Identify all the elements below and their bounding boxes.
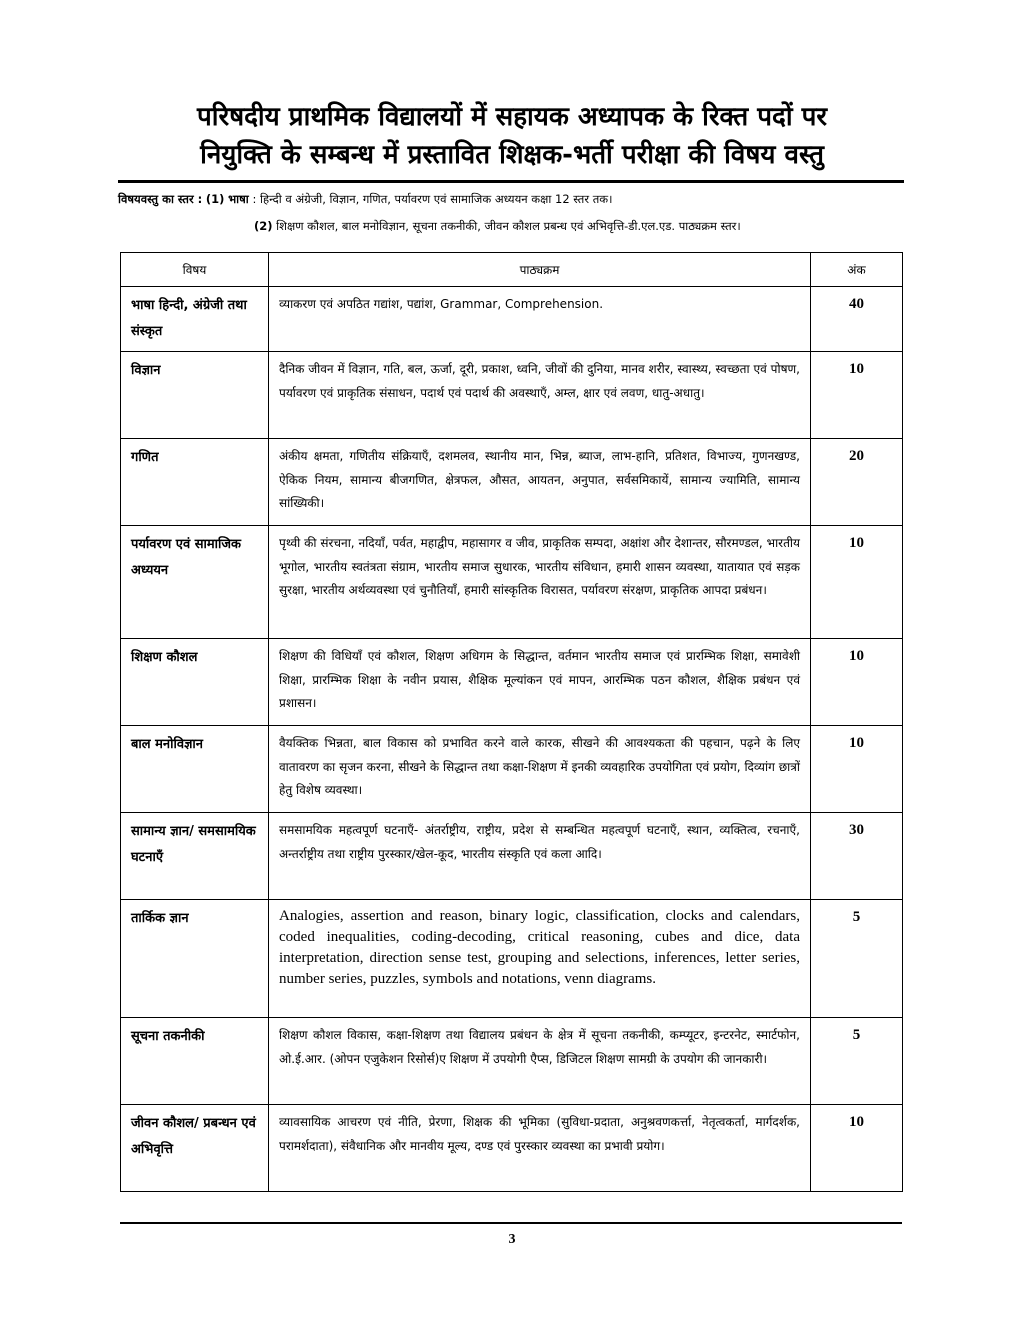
table-row: [121, 1105, 903, 1192]
syllabus-cell: अंकीय क्षमता, गणितीय संक्रियाएँ, दशमलव, स्थानीय मान, भिन्न, ब्याज, लाभ-हानि, प्रतिशत, विभाज्य, गुणनखण्ड, ऐकिक नियम, सामान्य बीजगणित, क्षेत्रफल, औसत, आयतन, अनुपात, सर्वसमिकायें, सामान्य ज्यामिति, सामान्य सांख्यिकी।: [269, 439, 811, 526]
header-subject: विषय: [121, 253, 269, 287]
title-line-2: नियुक्ति के सम्बन्ध में प्रस्तावित शिक्षक-भर्ती परीक्षा की विषय वस्तु: [200, 140, 824, 170]
table-header-row: [121, 253, 903, 287]
syllabus-cell: पृथ्वी की संरचना, नदियाँ, पर्वत, महाद्वीप, महासागर व जीव, प्राकृतिक सम्पदा, अक्षांश और देशान्तर, सौरमण्डल, भारतीय भूगोल, भारतीय स्वतंत्रता संग्राम, भारतीय समाज सुधारक, भारतीय संविधान, हमारी शासन व्यवस्था, यातायात एवं सड़क सुरक्षा, भारतीय अर्थव्यवस्था एवं चुनौतियाँ, हमारी सांस्कृतिक विरासत, पर्यावरण संरक्षण, प्राकृतिक आपदा प्रबंधन।: [269, 526, 811, 639]
subject-cell: शिक्षण कौशल: [121, 639, 269, 726]
subject-cell: विज्ञान: [121, 352, 269, 439]
marks-cell: 20: [811, 439, 903, 526]
table-row: [121, 352, 903, 439]
subject-cell: पर्यावरण एवं सामाजिक अध्ययन: [121, 526, 269, 639]
syllabus-cell: शिक्षण की विधियाँ एवं कौशल, शिक्षण अधिगम के सिद्धान्त, वर्तमान भारतीय समाज एवं प्रारम्भिक शिक्षा, समावेशी शिक्षा, प्रारम्भिक शिक्षा के नवीन प्रयास, शैक्षिक मूल्यांकन एवं मापन, आरम्भिक पठन कौशल, शैक्षिक प्रबंधन एवं प्रशासन।: [269, 639, 811, 726]
marks-cell: 30: [811, 813, 903, 900]
content-level-line-1: [118, 192, 908, 207]
header-marks: अंक: [811, 253, 903, 287]
table-row: [121, 639, 903, 726]
marks-cell: 5: [811, 1018, 903, 1105]
table-row: [121, 900, 903, 1018]
subject-cell: भाषा हिन्दी, अंग्रेजी तथा संस्कृत: [121, 287, 269, 352]
marks-cell: 10: [811, 526, 903, 639]
marks-cell: 40: [811, 287, 903, 352]
syllabus-cell: वैयक्तिक भिन्नता, बाल विकास को प्रभावित करने वाले कारक, सीखने की आवश्यकता की पहचान, पढ़ने के लिए वातावरण का सृजन करना, सीखने के सिद्धान्त तथा कक्षा-शिक्षण में इनकी व्यवहारिक उपयोगिता एवं प्रयोग, दिव्यांग छात्रों हेतु विशेष व्यवस्था।: [269, 726, 811, 813]
subject-cell: बाल मनोविज्ञान: [121, 726, 269, 813]
content-level-item2-num: (2): [254, 219, 273, 233]
syllabus-cell: Analogies, assertion and reason, binary logic, classification, clocks and calendars, coded inequalities, coding-decoding, critical reasoning, cubes and dice, data interpretation, direction sense test, grouping and selections, inferences, letter series, number series, puzzles, symbols and notations, venn diagrams.: [269, 900, 811, 1018]
content-level-item1-num: (1): [205, 192, 225, 206]
subject-cell: जीवन कौशल/ प्रबन्धन एवं अभिवृत्ति: [121, 1105, 269, 1192]
table-row: [121, 726, 903, 813]
table-row: [121, 813, 903, 900]
footer-divider: [120, 1222, 902, 1224]
marks-cell: 10: [811, 726, 903, 813]
marks-cell: 10: [811, 1105, 903, 1192]
marks-cell: 10: [811, 639, 903, 726]
title-divider: [118, 180, 904, 183]
page-number: 3: [508, 1232, 516, 1247]
subject-cell: तार्किक ज्ञान: [121, 900, 269, 1018]
page-title: [118, 98, 906, 174]
syllabus-cell: समसामयिक महत्वपूर्ण घटनाएँ- अंतर्राष्ट्रीय, राष्ट्रीय, प्रदेश से सम्बन्धित महत्वपूर्ण घटनाएँ, स्थान, व्यक्तित्व, रचनाएँ, अन्तर्राष्ट्रीय तथा राष्ट्रीय पुरस्कार/खेल-कूद, भारतीय संस्कृति एवं कला आदि।: [269, 813, 811, 900]
content-level-item1-text: : हिन्दी व अंग्रेजी, विज्ञान, गणित, पर्यावरण एवं सामाजिक अध्ययन कक्षा 12 स्तर तक।: [252, 192, 613, 206]
subject-cell: गणित: [121, 439, 269, 526]
syllabus-cell: शिक्षण कौशल विकास, कक्षा-शिक्षण तथा विद्यालय प्रबंधन के क्षेत्र में सूचना तकनीकी, कम्प्यूटर, इन्टरनेट, स्मार्टफोन, ओ.ई.आर. (ओपन एजुकेशन रिसोर्स)ए शिक्षण में उपयोगी एैप्स, डिजिटल शिक्षण सामग्री के उपयोग की जानकारी।: [269, 1018, 811, 1105]
header-syllabus: पाठ्यक्रम: [269, 253, 811, 287]
content-level-line-2: [254, 219, 1024, 234]
marks-cell: 5: [811, 900, 903, 1018]
content-level-item1-bold: भाषा: [228, 192, 249, 206]
content-level-item2-text: शिक्षण कौशल, बाल मनोविज्ञान, सूचना तकनीकी, जीवन कौशल प्रबन्ध एवं अभिवृत्ति-डी.एल.एड. पाठ्यक्रम स्तर।: [276, 219, 741, 233]
syllabus-cell: व्याकरण एवं अपठित गद्यांश, पद्यांश, Grammar, Comprehension.: [269, 287, 811, 352]
syllabus-cell: व्यावसायिक आचरण एवं नीति, प्रेरणा, शिक्षक की भूमिका (सुविधा-प्रदाता, अनुश्रवणकर्त्ता, नेतृत्वकर्ता, मार्गदर्शक, परामर्शदाता), संवैधानिक और मानवीय मूल्य, दण्ड एवं पुरस्कार व्यवस्था का प्रभावी प्रयोग।: [269, 1105, 811, 1192]
subject-cell: सामान्य ज्ञान/ समसामयिक घटनाएँ: [121, 813, 269, 900]
content-level-label: विषयवस्तु का स्तर :: [118, 192, 203, 206]
table-row: [121, 526, 903, 639]
table-row: [121, 287, 903, 352]
table-row: [121, 1018, 903, 1105]
subject-cell: सूचना तकनीकी: [121, 1018, 269, 1105]
table-row: [121, 439, 903, 526]
syllabus-cell: दैनिक जीवन में विज्ञान, गति, बल, ऊर्जा, दूरी, प्रकाश, ध्वनि, जीवों की दुनिया, मानव शरीर, स्वास्थ्य, स्वच्छता एवं पोषण, पर्यावरण एवं प्राकृतिक संसाधन, पदार्थ एवं पदार्थ की अवस्थाएँ, अम्ल, क्षार एवं लवण, धातु-अधातु।: [269, 352, 811, 439]
marks-cell: 10: [811, 352, 903, 439]
syllabus-table: [120, 252, 903, 1192]
title-line-1: परिषदीय प्राथमिक विद्यालयों में सहायक अध्यापक के रिक्त पदों पर: [196, 102, 828, 132]
